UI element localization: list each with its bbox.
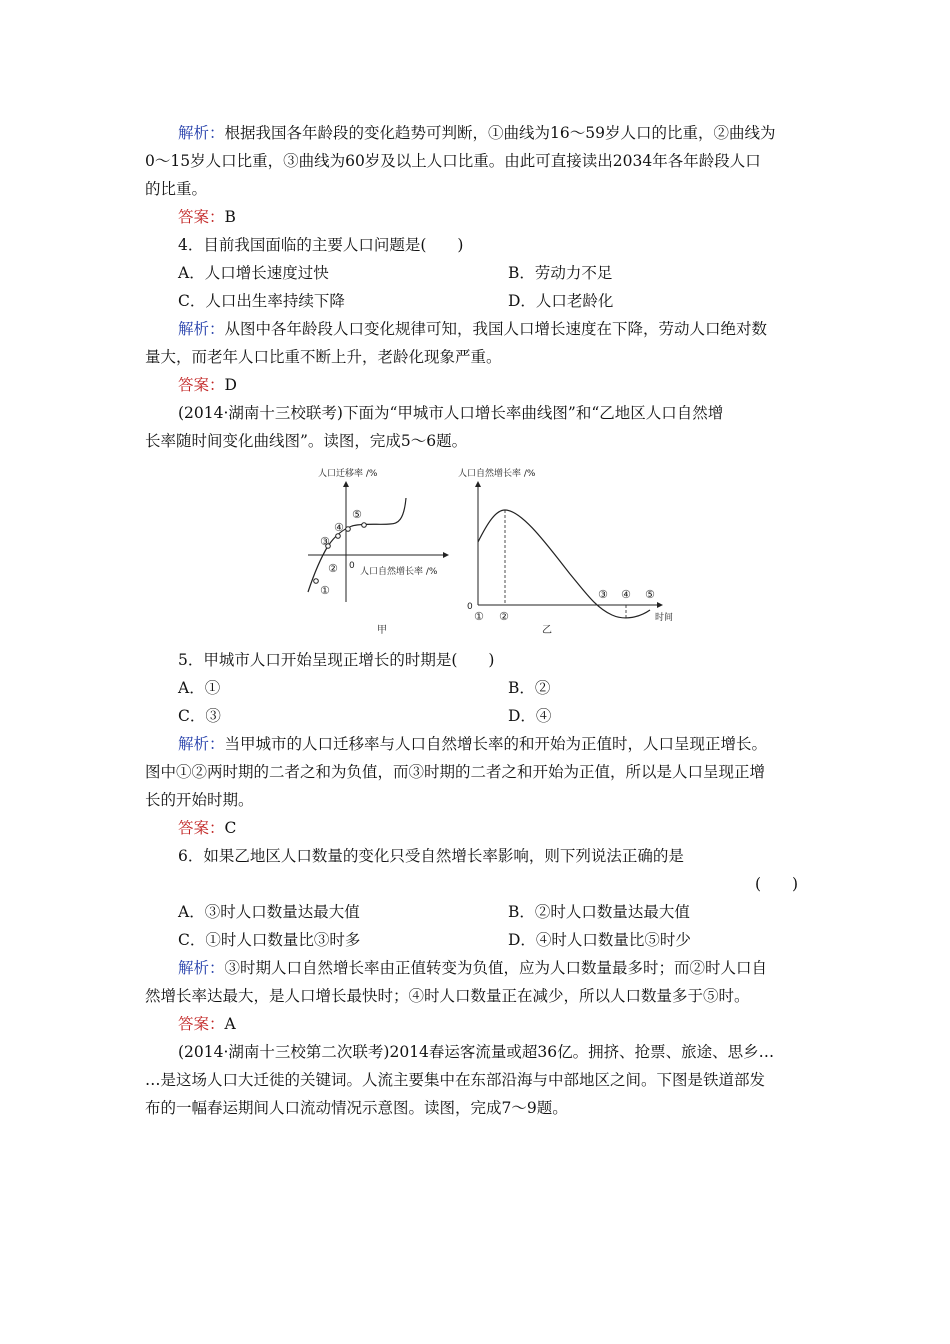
yi-point-1: ① xyxy=(474,610,484,623)
option-b[interactable]: B．② xyxy=(508,679,551,697)
yi-point-4: ④ xyxy=(621,588,631,601)
jia-point-4: ④ xyxy=(334,521,344,534)
intro-7-9-line3: 布的一幅春运期间人口流动情况示意图。读图，完成7～9题。 xyxy=(145,1099,568,1117)
intro-7-9-line1: (2014·湖南十三校第二次联考)2014春运客流量或超36亿。拥挤、抢票、旅途、思乡… xyxy=(178,1043,775,1061)
question-4-options-row2 xyxy=(178,291,798,311)
answer-q4: 答案：D xyxy=(178,376,237,394)
jia-marker-4 xyxy=(346,527,351,532)
analysis-q4-line1: 解析：从图中各年龄段人口变化规律可知，我国人口增长速度在下降，劳动人口绝对数 xyxy=(178,320,768,338)
jia-point-3: ③ xyxy=(320,535,330,548)
option-c[interactable]: C．③ xyxy=(178,707,221,725)
option-d[interactable]: D．人口老龄化 xyxy=(508,292,614,310)
question-6-options-row1 xyxy=(178,902,798,922)
answer-q6: 答案：A xyxy=(178,1015,236,1033)
question-4-options-row1 xyxy=(178,263,798,283)
yi-y-axis-label: 人口自然增长率 /% xyxy=(458,469,536,479)
analysis-q3-line2: 0～15岁人口比重，③曲线为60岁及以上人口比重。由此可直接读出2034年各年龄段人口 xyxy=(145,152,761,170)
question-6-stem: 6．如果乙地区人口数量的变化只受自然增长率影响，则下列说法正确的是 xyxy=(178,847,684,865)
jia-marker-3 xyxy=(336,534,341,539)
jia-y-axis-label: 人口迁移率 /% xyxy=(318,469,378,479)
option-c[interactable]: C．人口出生率持续下降 xyxy=(178,292,345,310)
analysis-q5-line2: 图中①②两时期的二者之和为负值，而③时期的二者之和开始为正值，所以是人口呈现正增 xyxy=(145,763,766,781)
figure-population-curves xyxy=(300,462,690,642)
question-6-options-row2 xyxy=(178,930,798,950)
question-5-options-row2 xyxy=(178,706,798,726)
jia-point-2: ② xyxy=(328,562,338,575)
jia-caption: 甲 xyxy=(377,625,387,636)
option-d[interactable]: D．④时人口数量比⑤时少 xyxy=(508,931,691,949)
option-c[interactable]: C．①时人口数量比③时多 xyxy=(178,931,361,949)
chart-jia xyxy=(308,467,448,636)
question-4-stem: 4．目前我国面临的主要人口问题是( ) xyxy=(178,236,464,254)
option-a[interactable]: A．① xyxy=(178,679,221,697)
yi-caption: 乙 xyxy=(542,625,552,636)
analysis-q3-line3: 的比重。 xyxy=(145,180,208,198)
option-b[interactable]: B．②时人口数量达最大值 xyxy=(508,903,690,921)
intro-5-6-line1: (2014·湖南十三校联考)下面为“甲城市人口增长率曲线图”和“乙地区人口自然增 xyxy=(178,404,724,422)
intro-7-9-line2: …是这场人口大迁徙的关键词。人流主要集中在东部沿海与中部地区之间。下图是铁道部发 xyxy=(145,1071,766,1089)
jia-origin: 0 xyxy=(349,561,355,571)
analysis-label: 解析： xyxy=(178,124,225,142)
jia-marker-5 xyxy=(362,523,367,528)
answer-label: 答案： xyxy=(178,208,225,226)
analysis-q6-line2: 然增长率达最大，是人口增长最快时；④时人口数量正在减少，所以人口数量多于⑤时。 xyxy=(145,987,750,1005)
analysis-q4-line2: 量大，而老年人口比重不断上升，老龄化现象严重。 xyxy=(145,348,502,366)
yi-point-3: ③ xyxy=(598,588,608,601)
option-a[interactable]: A．③时人口数量达最大值 xyxy=(178,903,360,921)
answer-q5: 答案：C xyxy=(178,819,237,837)
chart-yi xyxy=(458,467,673,636)
option-b[interactable]: B．劳动力不足 xyxy=(508,264,613,282)
yi-curve xyxy=(478,510,650,618)
jia-point-5: ⑤ xyxy=(352,508,362,521)
analysis-q3-line1: 解析：根据我国各年龄段的变化趋势可判断，①曲线为16～59岁人口的比重，②曲线为 xyxy=(178,124,776,142)
jia-marker-1 xyxy=(314,579,319,584)
analysis-q5-line1: 解析：当甲城市的人口迁移率与人口自然增长率的和开始为正值时，人口呈现正增长。 xyxy=(178,735,768,753)
option-d[interactable]: D．④ xyxy=(508,707,552,725)
question-6-answer-paren: ( ) xyxy=(755,875,799,893)
question-5-stem: 5．甲城市人口开始呈现正增长的时期是( ) xyxy=(178,651,495,669)
yi-point-5: ⑤ xyxy=(645,588,655,601)
yi-origin: 0 xyxy=(467,602,473,612)
analysis-q6-line1: 解析：③时期人口自然增长率由正值转变为负值，应为人口数量最多时；而②时人口自 xyxy=(178,959,768,977)
question-5-options-row1 xyxy=(178,678,798,698)
answer-q3: 答案：B xyxy=(178,208,236,226)
jia-x-axis-label: 人口自然增长率 /% xyxy=(360,567,438,577)
analysis-q5-line3: 长的开始时期。 xyxy=(145,791,254,809)
option-a[interactable]: A．人口增长速度过快 xyxy=(178,264,329,282)
intro-5-6-line2: 长率随时间变化曲线图”。读图，完成5～6题。 xyxy=(145,432,468,450)
jia-point-1: ① xyxy=(320,584,330,597)
yi-x-axis-label: 时间 xyxy=(655,613,674,623)
yi-point-2: ② xyxy=(499,610,509,623)
